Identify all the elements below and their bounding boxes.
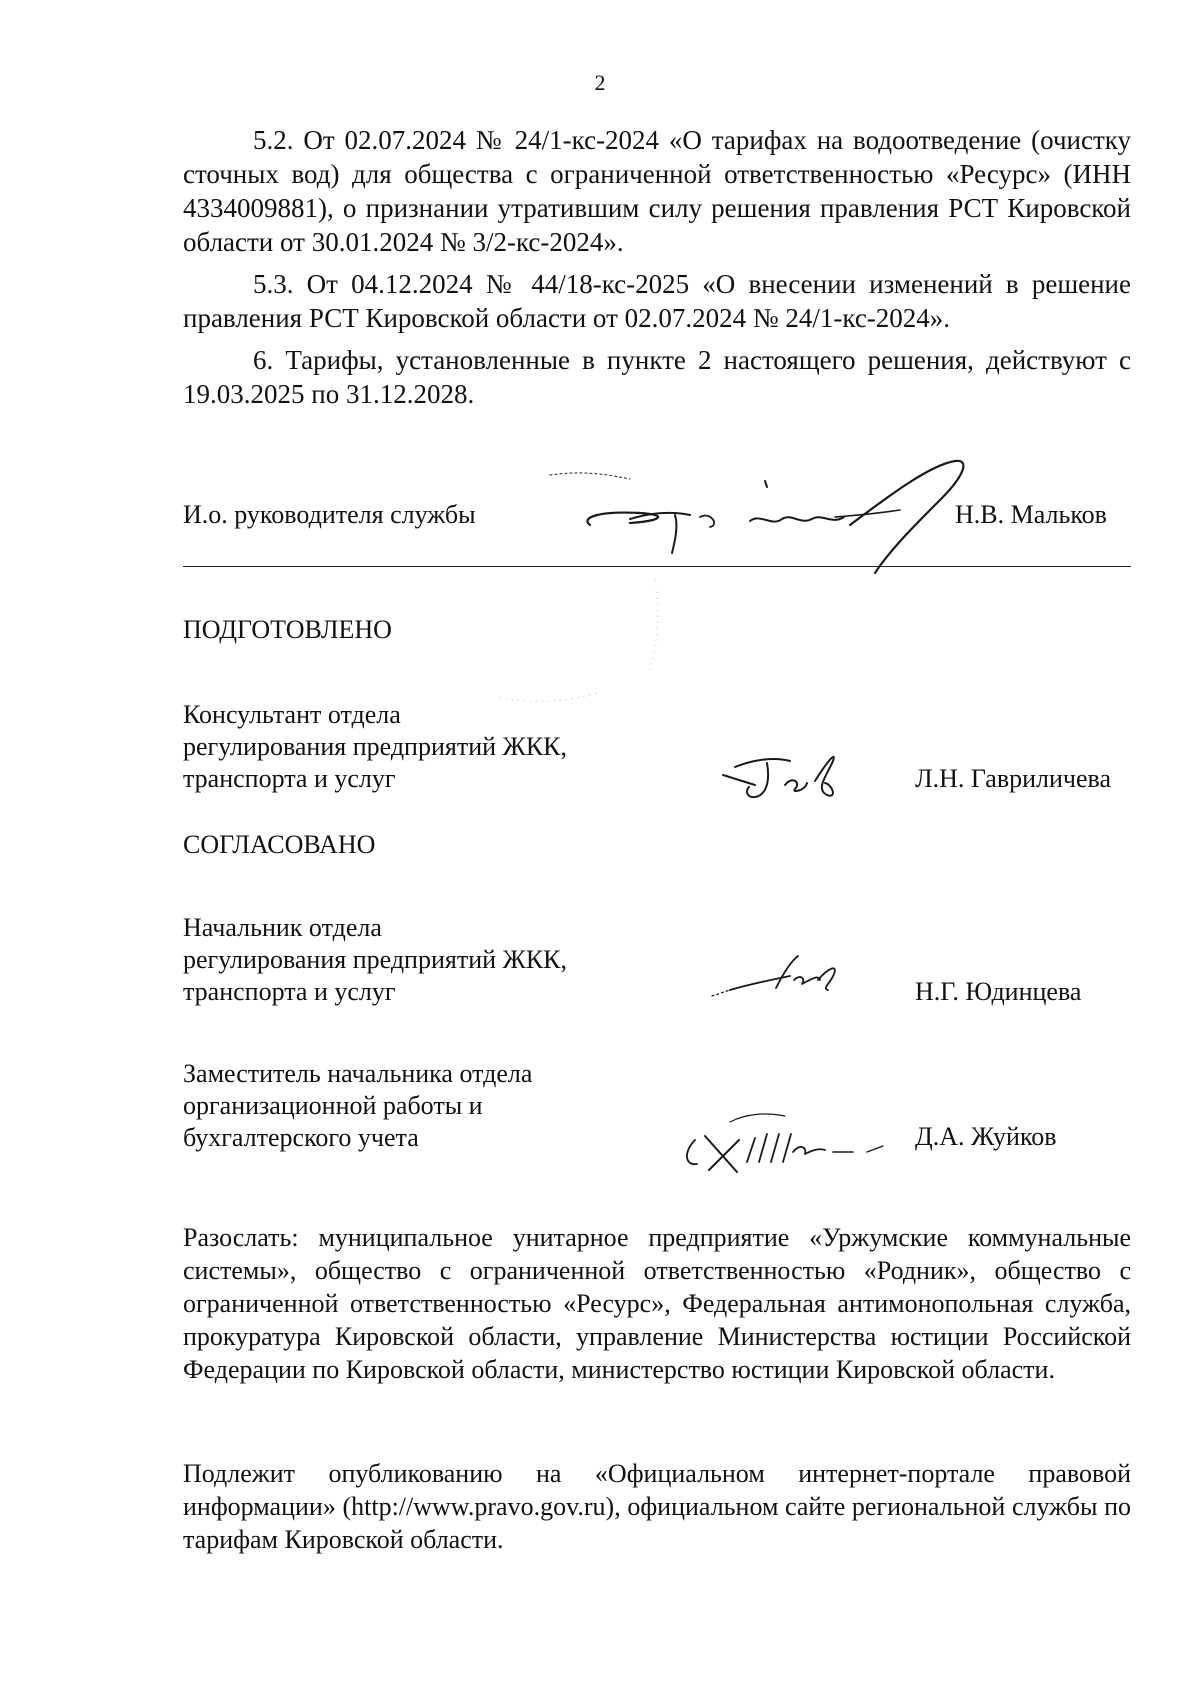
faint-stamp-trace [420, 580, 680, 710]
head-signer-title: И.о. руководителя службы [183, 500, 476, 529]
page-number: 2 [594, 70, 606, 95]
signature-divider [183, 566, 1131, 567]
distribution-list: Разослать: муниципальное унитарное предприятие «Уржумские коммунальные системы», общество с ограниченной ответственностью «Родник», общество с ограниченной ответственностью «Ресурс», Федеральная антимонопольная служба, прокуратура Кировской области, управление Министерства юстиции Российской Федерации по Кировской области, министерство юстиции Кировской области. [183, 1223, 1131, 1384]
paragraph-6: 6. Тарифы, установленные в пункте 2 настоящего решения, действуют с 19.03.2025 по 31.12.2028. [183, 345, 1131, 409]
agreed-signer-1-line-1: Начальник отдела [183, 913, 382, 942]
prepared-title-line-1: Консультант отдела [183, 700, 401, 729]
agreed-signer-1-title [183, 912, 703, 1008]
agreed-heading: СОГЛАСОВАНО [183, 830, 376, 859]
agreed-signer-2-name: Д.А. Жуйков [915, 1122, 1057, 1151]
head-signer-name: Н.В. Мальков [955, 500, 1107, 529]
head-handwritten-signature [560, 455, 980, 575]
prepared-signer-title [183, 699, 703, 795]
prepared-title-line-3: транспорта и услуг [183, 764, 396, 793]
agreed-signer-2-handwritten-signature [675, 1100, 905, 1180]
agreed-signer-2-line-1: Заместитель начальника отдела [183, 1059, 533, 1088]
prepared-heading: ПОДГОТОВЛЕНО [183, 615, 392, 644]
agreed-signer-2-line-2: организационной работы и [183, 1091, 483, 1120]
agreed-signer-2-line-3: бухгалтерского учета [183, 1123, 419, 1152]
prepared-handwritten-signature [715, 745, 855, 815]
paragraph-5-3: 5.3. От 04.12.2024 № 44/18-кс-2025 «О внесении изменений в решение правления РСТ Кировской области от 02.07.2024 № 24/1-кс-2024». [183, 269, 1131, 333]
agreed-signer-1-name: Н.Г. Юдинцева [915, 977, 1082, 1006]
publication-note: Подлежит опубликованию на «Официальном интернет-портале правовой информации» (http://www.pravo.gov.ru), официальном сайте региональной службы по тарифам Кировской области. [183, 1459, 1131, 1554]
agreed-signer-1-line-3: транспорта и услуг [183, 977, 396, 1006]
paragraph-5-2: 5.2. От 02.07.2024 № 24/1-кс-2024 «О тарифах на водоотведение (очистку сточных вод) для общества с ограниченной ответственностью «Ресурс» (ИНН 4334009881), о признании утратившим силу решения правления РСТ Кировской области от 30.01.2024 № 3/2-кс-2024». [183, 125, 1131, 257]
prepared-title-line-2: регулирования предприятий ЖКК, [183, 732, 568, 761]
agreed-signer-1-handwritten-signature [710, 950, 860, 1010]
prepared-signer-name: Л.Н. Гавриличева [915, 764, 1112, 793]
agreed-signer-2-title [183, 1058, 703, 1154]
agreed-signer-1-line-2: регулирования предприятий ЖКК, [183, 945, 568, 974]
